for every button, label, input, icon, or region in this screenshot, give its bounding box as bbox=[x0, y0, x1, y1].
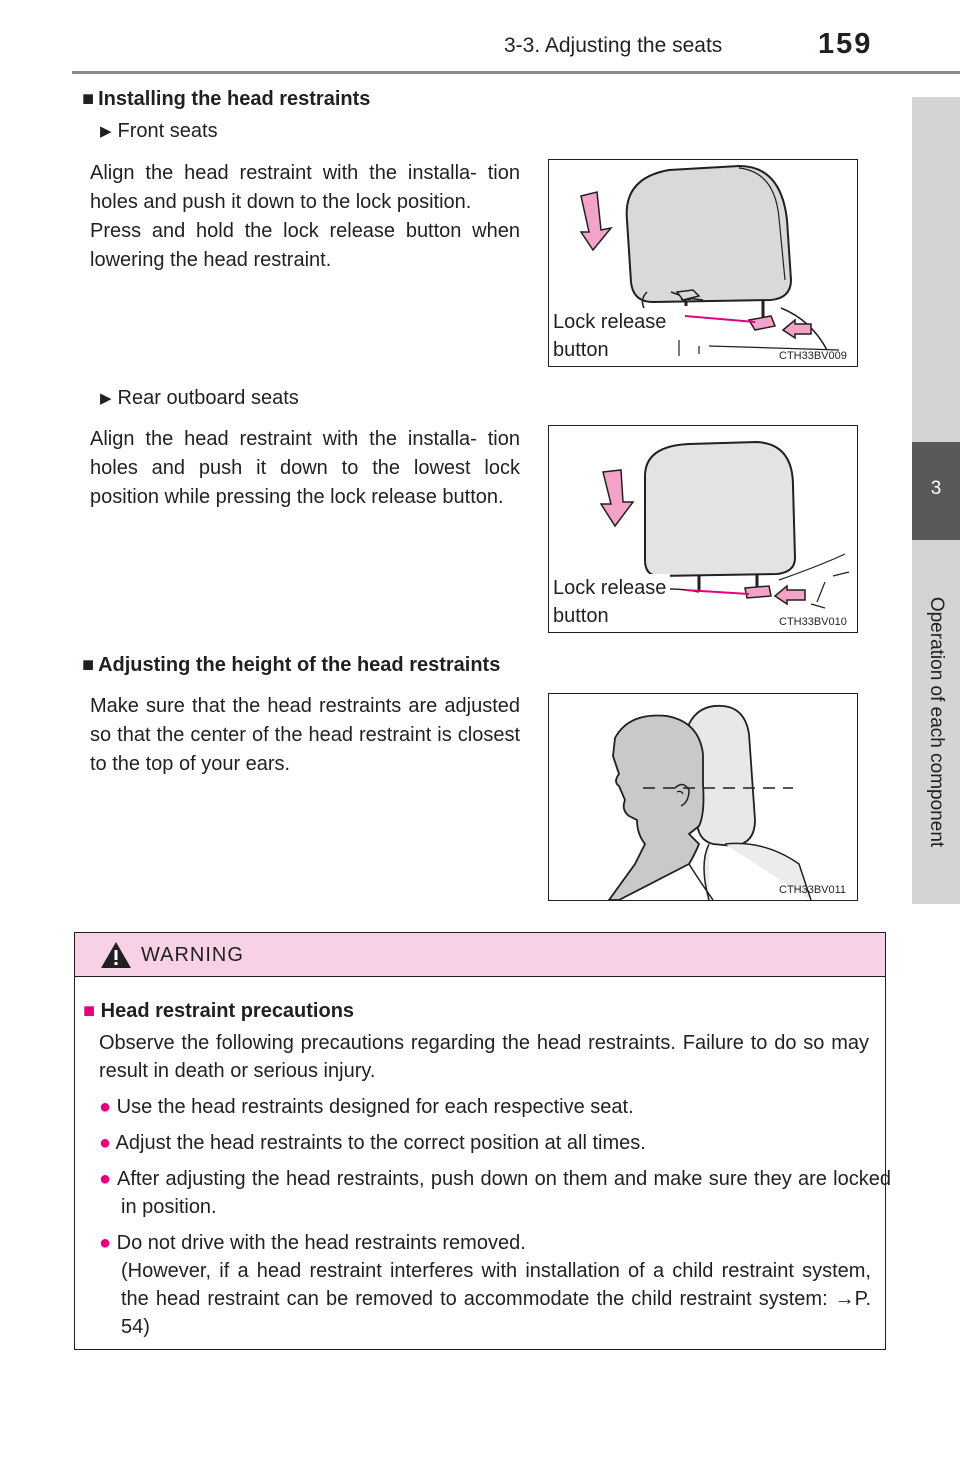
front-seats-text: Align the head restraint with the installa- tion holes and push it down to the lock position. Press and hold the lock release button when lowering the head restraint. bbox=[90, 162, 520, 271]
warning-header bbox=[75, 933, 885, 977]
lock-release-label: Lock release button bbox=[553, 574, 670, 630]
warning-bullet: ● Do not drive with the head restraints removed. bbox=[99, 1232, 526, 1254]
bullet-dot-icon: ● bbox=[99, 1232, 112, 1254]
warning-bullet: ● Adjust the head restraints to the correct position at all times. bbox=[99, 1132, 646, 1154]
square-bullet-icon: ■ bbox=[82, 654, 95, 676]
triangle-bullet-icon: ▶ bbox=[100, 390, 112, 407]
warning-note: (However, if a head restraint interferes with installation of a child restraint system, the head restraint can be removed to accommodate the child restraint system: →P. 54) bbox=[121, 1260, 871, 1338]
warning-subheading: ■ Head restraint precautions bbox=[83, 1000, 355, 1022]
bullet-dot-icon: ● bbox=[99, 1168, 112, 1190]
chapter-number: 3 bbox=[930, 478, 942, 499]
square-bullet-icon: ■ bbox=[83, 1000, 101, 1022]
figure-code: CTH33BV011 bbox=[779, 884, 847, 896]
side-tab-top bbox=[912, 97, 960, 442]
bullet-dot-icon: ● bbox=[99, 1132, 112, 1154]
rear-head-restraint-figure bbox=[548, 425, 858, 633]
rear-seats-subheading: ▶ Rear outboard seats bbox=[100, 387, 299, 409]
head-height-figure bbox=[548, 693, 858, 901]
adjusting-text: Make sure that the head restraints are adjusted so that the center of the head restraint is closest to the top of your ears. bbox=[90, 695, 520, 775]
bullet-dot-icon: ● bbox=[99, 1096, 112, 1118]
head-height-illustration bbox=[549, 694, 857, 900]
warning-bullet: ● Use the head restraints designed for each respective seat. bbox=[99, 1096, 634, 1118]
figure-code: CTH33BV009 bbox=[779, 350, 847, 362]
page-number: 159 bbox=[818, 28, 873, 60]
front-seats-subheading: ▶ Front seats bbox=[100, 120, 218, 142]
warning-triangle-icon bbox=[99, 940, 133, 970]
triangle-bullet-icon: ▶ bbox=[100, 123, 112, 140]
figure-code: CTH33BV010 bbox=[779, 616, 847, 628]
warning-bullet: ● After adjusting the head restraints, push down on them and make sure they are locked in position. bbox=[99, 1168, 891, 1218]
warning-intro: Observe the following precautions regarding the head restraints. Failure to do so may result in death or serious injury. bbox=[99, 1032, 869, 1082]
header-rule bbox=[72, 71, 960, 74]
warning-box bbox=[74, 932, 891, 1350]
lock-release-label: Lock release button bbox=[553, 308, 670, 364]
section-title: 3-3. Adjusting the seats bbox=[504, 34, 723, 57]
installing-heading: ■ Installing the head restraints bbox=[82, 88, 371, 110]
rear-seats-text: Align the head restraint with the installa- tion holes and push it down to the lowest lock position while pressing the lock release button. bbox=[90, 428, 520, 508]
warning-title: WARNING bbox=[141, 944, 244, 966]
square-bullet-icon: ■ bbox=[82, 88, 95, 110]
adjusting-heading: ■ Adjusting the height of the head restraints bbox=[82, 654, 501, 676]
chapter-title: Operation of each component bbox=[926, 596, 947, 848]
front-head-restraint-figure bbox=[548, 159, 858, 367]
